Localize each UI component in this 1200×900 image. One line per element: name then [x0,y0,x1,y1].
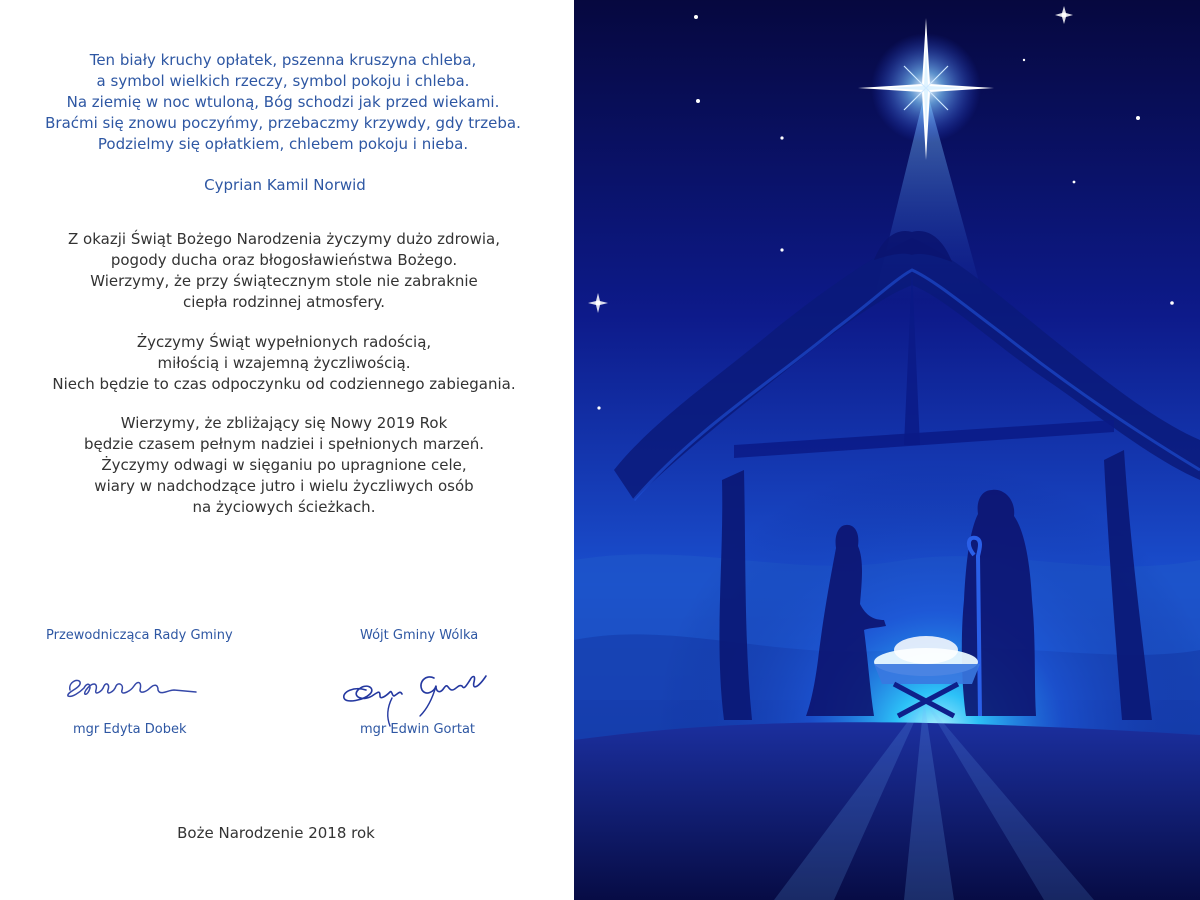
wishes-line: Z okazji Świąt Bożego Narodzenia życzymy dużo zdrowia, [68,230,500,248]
wishes-line: miłością i wzajemną życzliwością. [157,354,411,372]
footer-date: Boże Narodzenie 2018 rok [177,824,375,842]
poem-line: Podzielmy się opłatkiem, chlebem pokoju i nieba. [97,135,469,153]
poem-line: a symbol wielkich rzeczy, symbol pokoju i chleba. [96,72,470,90]
right-signature-image [336,660,496,730]
wishes-line: Życzymy Świąt wypełnionych radością, [136,333,432,351]
wishes-line: pogody ducha oraz błogosławieństwa Bożego. [110,251,458,269]
wishes-line: na życiowych ścieżkach. [192,498,376,516]
nativity-scene-icon [574,0,1200,900]
wishes-line: Wierzymy, że zbliżający się Nowy 2019 Rok [120,414,448,432]
wishes-paragraph-2 [0,332,568,395]
left-signature-image [58,668,208,708]
right-signatory-name: mgr Edwin Gortat [360,722,476,737]
wishes-line: wiary w nadchodzące jutro i wielu życzliwych osób [94,477,474,495]
wishes-line: Życzymy odwagi w sięganiu po upragnione cele, [101,456,467,474]
wishes-paragraph-1 [0,229,568,313]
greeting-text-panel [0,0,574,900]
left-signatory-name: mgr Edyta Dobek [73,722,187,737]
poem-line: Na ziemię w noc wtuloną, Bóg schodzi jak przed wiekami. [66,93,500,111]
wishes-line: Wierzymy, że przy świątecznym stole nie zabraknie [90,272,478,290]
poem-line: Braćmi się znowu poczyńmy, przebaczmy krzywdy, gdy trzeba. [45,114,521,132]
poem [0,50,566,155]
right-signatory-title: Wójt Gminy Wólka [360,628,479,643]
poem-line: Ten biały kruchy opłatek, pszenna kruszyna chleba, [89,51,477,69]
wishes-line: ciepła rodzinnej atmosfery. [182,293,385,311]
wishes-paragraph-3 [0,413,568,518]
wishes-line: Niech będzie to czas odpoczynku od codziennego zabiegania. [52,375,516,393]
wishes-line: będzie czasem pełnym nadziei i spełnionych marzeń. [83,435,485,453]
poem-author: Cyprian Kamil Norwid [204,176,366,194]
left-signatory-title: Przewodnicząca Rady Gminy [46,628,233,643]
